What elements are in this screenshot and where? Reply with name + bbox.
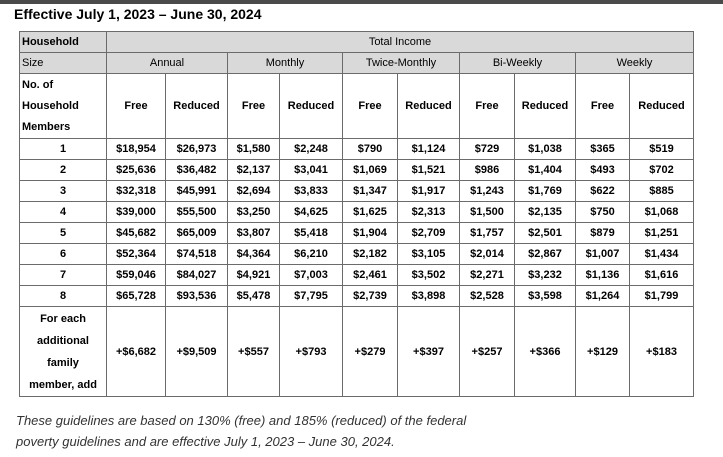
- period-header-monthly: Monthly: [228, 53, 343, 74]
- value-cell: $1,757: [460, 223, 515, 244]
- value-cell: $1,769: [515, 181, 576, 202]
- value-cell: $59,046: [107, 265, 166, 286]
- footnote-line: These guidelines are based on 130% (free) and 185% (reduced) of the federal: [16, 413, 467, 428]
- value-cell: $1,038: [515, 139, 576, 160]
- value-cell: $2,248: [280, 139, 343, 160]
- members-label-line: No. of: [22, 78, 54, 91]
- value-cell: $2,182: [343, 244, 398, 265]
- footnote: [16, 410, 466, 452]
- value-cell: $519: [630, 139, 694, 160]
- additional-value-cell: +$129: [576, 307, 630, 397]
- additional-member-row: [20, 307, 694, 397]
- value-cell: $5,478: [228, 286, 280, 307]
- value-cell: $2,137: [228, 160, 280, 181]
- value-cell: $32,318: [107, 181, 166, 202]
- value-cell: $3,833: [280, 181, 343, 202]
- value-cell: $1,904: [343, 223, 398, 244]
- members-label-line: Members: [22, 120, 71, 133]
- value-cell: $2,271: [460, 265, 515, 286]
- value-cell: $36,482: [166, 160, 228, 181]
- period-header-weekly: Weekly: [576, 53, 694, 74]
- size-header: Size: [20, 53, 107, 74]
- value-cell: $3,502: [398, 265, 460, 286]
- value-cell: $45,682: [107, 223, 166, 244]
- additional-value-cell: +$257: [460, 307, 515, 397]
- value-cell: $1,007: [576, 244, 630, 265]
- value-cell: $1,521: [398, 160, 460, 181]
- page-title: Effective July 1, 2023 – June 30, 2024: [14, 6, 262, 22]
- value-cell: $93,536: [166, 286, 228, 307]
- value-cell: $750: [576, 202, 630, 223]
- value-cell: $4,364: [228, 244, 280, 265]
- household-size-cell: 1: [20, 139, 107, 160]
- monthly-reduced-header: Reduced: [280, 74, 343, 139]
- value-cell: $2,014: [460, 244, 515, 265]
- household-size-cell: 6: [20, 244, 107, 265]
- twice-monthly-reduced-header: Reduced: [398, 74, 460, 139]
- value-cell: $1,616: [630, 265, 694, 286]
- table-row: [20, 286, 694, 307]
- twice-monthly-free-header: Free: [343, 74, 398, 139]
- value-cell: $1,404: [515, 160, 576, 181]
- value-cell: $1,799: [630, 286, 694, 307]
- table-row: [20, 265, 694, 286]
- value-cell: $2,501: [515, 223, 576, 244]
- additional-value-cell: +$557: [228, 307, 280, 397]
- value-cell: $1,136: [576, 265, 630, 286]
- additional-label-line: member, add: [29, 378, 97, 391]
- value-cell: $45,991: [166, 181, 228, 202]
- value-cell: $3,598: [515, 286, 576, 307]
- additional-value-cell: +$6,682: [107, 307, 166, 397]
- additional-value-cell: +$397: [398, 307, 460, 397]
- value-cell: $55,500: [166, 202, 228, 223]
- value-cell: $65,728: [107, 286, 166, 307]
- value-cell: $5,418: [280, 223, 343, 244]
- additional-label-line: additional: [37, 334, 89, 347]
- value-cell: $3,232: [515, 265, 576, 286]
- table-row: [20, 181, 694, 202]
- bi-weekly-free-header: Free: [460, 74, 515, 139]
- additional-label-line: For each: [40, 312, 86, 325]
- household-size-cell: 2: [20, 160, 107, 181]
- household-size-cell: 8: [20, 286, 107, 307]
- value-cell: $885: [630, 181, 694, 202]
- value-cell: $879: [576, 223, 630, 244]
- value-cell: $702: [630, 160, 694, 181]
- value-cell: $3,898: [398, 286, 460, 307]
- value-cell: $18,954: [107, 139, 166, 160]
- value-cell: $39,000: [107, 202, 166, 223]
- household-size-cell: 7: [20, 265, 107, 286]
- value-cell: $2,694: [228, 181, 280, 202]
- additional-value-cell: +$183: [630, 307, 694, 397]
- top-bar: [0, 0, 723, 4]
- value-cell: $2,135: [515, 202, 576, 223]
- value-cell: $65,009: [166, 223, 228, 244]
- value-cell: $52,364: [107, 244, 166, 265]
- value-cell: $3,041: [280, 160, 343, 181]
- value-cell: $1,068: [630, 202, 694, 223]
- household-header: Household: [20, 32, 107, 53]
- value-cell: $1,580: [228, 139, 280, 160]
- value-cell: $2,709: [398, 223, 460, 244]
- value-cell: $2,461: [343, 265, 398, 286]
- value-cell: $1,264: [576, 286, 630, 307]
- table-row: [20, 160, 694, 181]
- weekly-reduced-header: Reduced: [630, 74, 694, 139]
- value-cell: $2,528: [460, 286, 515, 307]
- table-row: [20, 202, 694, 223]
- members-header: [20, 74, 107, 139]
- value-cell: $1,500: [460, 202, 515, 223]
- value-cell: $84,027: [166, 265, 228, 286]
- additional-value-cell: +$279: [343, 307, 398, 397]
- household-size-cell: 5: [20, 223, 107, 244]
- additional-label-line: family: [47, 356, 79, 369]
- additional-value-cell: +$366: [515, 307, 576, 397]
- annual-free-header: Free: [107, 74, 166, 139]
- footnote-line: poverty guidelines and are effective July 1, 2023 – June 30, 2024.: [16, 434, 395, 449]
- value-cell: $365: [576, 139, 630, 160]
- period-header-annual: Annual: [107, 53, 228, 74]
- weekly-free-header: Free: [576, 74, 630, 139]
- period-header-twice-monthly: Twice-Monthly: [343, 53, 460, 74]
- value-cell: $729: [460, 139, 515, 160]
- value-cell: $7,003: [280, 265, 343, 286]
- value-cell: $74,518: [166, 244, 228, 265]
- value-cell: $1,251: [630, 223, 694, 244]
- annual-reduced-header: Reduced: [166, 74, 228, 139]
- total-income-header: Total Income: [107, 32, 694, 53]
- value-cell: $26,973: [166, 139, 228, 160]
- period-header-row: [20, 53, 694, 74]
- monthly-free-header: Free: [228, 74, 280, 139]
- value-cell: $6,210: [280, 244, 343, 265]
- table-row: [20, 223, 694, 244]
- additional-value-cell: +$9,509: [166, 307, 228, 397]
- value-cell: $1,124: [398, 139, 460, 160]
- additional-value-cell: +$793: [280, 307, 343, 397]
- header-row: [20, 32, 694, 53]
- additional-member-label: [20, 307, 107, 397]
- table-row: [20, 139, 694, 160]
- value-cell: $622: [576, 181, 630, 202]
- value-cell: $3,105: [398, 244, 460, 265]
- value-cell: $1,917: [398, 181, 460, 202]
- household-size-cell: 3: [20, 181, 107, 202]
- bi-weekly-reduced-header: Reduced: [515, 74, 576, 139]
- members-header-row: [20, 74, 694, 139]
- value-cell: $986: [460, 160, 515, 181]
- value-cell: $790: [343, 139, 398, 160]
- value-cell: $493: [576, 160, 630, 181]
- income-guidelines-table: [19, 31, 694, 397]
- value-cell: $25,636: [107, 160, 166, 181]
- value-cell: $2,313: [398, 202, 460, 223]
- members-label-line: Household: [22, 99, 79, 112]
- period-header-bi-weekly: Bi-Weekly: [460, 53, 576, 74]
- value-cell: $1,625: [343, 202, 398, 223]
- value-cell: $4,921: [228, 265, 280, 286]
- value-cell: $3,807: [228, 223, 280, 244]
- value-cell: $1,069: [343, 160, 398, 181]
- value-cell: $4,625: [280, 202, 343, 223]
- household-size-cell: 4: [20, 202, 107, 223]
- value-cell: $2,739: [343, 286, 398, 307]
- value-cell: $2,867: [515, 244, 576, 265]
- value-cell: $1,434: [630, 244, 694, 265]
- value-cell: $1,347: [343, 181, 398, 202]
- value-cell: $1,243: [460, 181, 515, 202]
- value-cell: $3,250: [228, 202, 280, 223]
- table-row: [20, 244, 694, 265]
- value-cell: $7,795: [280, 286, 343, 307]
